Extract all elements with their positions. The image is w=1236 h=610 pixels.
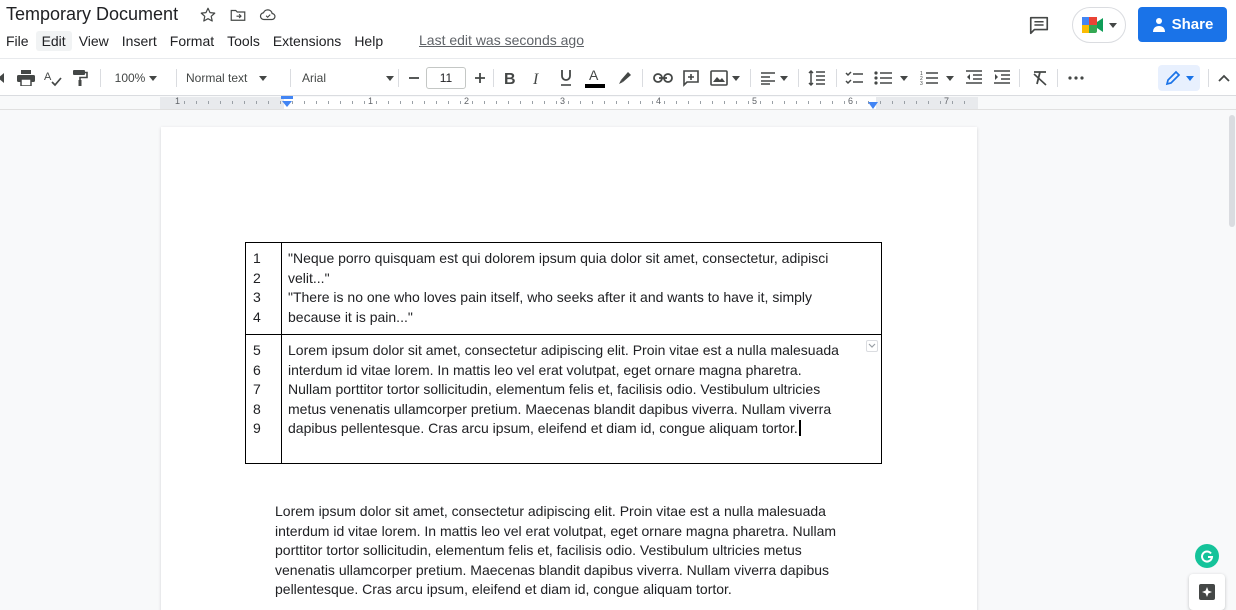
paragraph-line: venenatis ullamcorper pretium. Maecenas blandit dapibus viverra. Nullam viverra dapibus bbox=[275, 561, 830, 578]
ruler-tick bbox=[772, 101, 773, 104]
ruler[interactable] bbox=[0, 96, 1236, 110]
clear-formatting-icon[interactable] bbox=[1029, 67, 1051, 89]
ruler-tick bbox=[364, 101, 365, 104]
cell-text-line-last bbox=[288, 419, 875, 439]
line-number: 6 bbox=[253, 361, 261, 378]
ruler-tick bbox=[748, 101, 749, 104]
title-bar bbox=[0, 0, 1236, 58]
paint-format-icon[interactable] bbox=[70, 67, 90, 89]
right-indent-marker-icon[interactable] bbox=[867, 101, 879, 110]
ruler-tick bbox=[244, 101, 245, 104]
ruler-tick bbox=[448, 101, 449, 104]
ruler-tick bbox=[688, 101, 689, 104]
line-number: 5 bbox=[253, 342, 261, 358]
table-row[interactable] bbox=[246, 243, 882, 335]
ruler-label: 5 bbox=[752, 96, 758, 106]
ruler-tick bbox=[568, 101, 569, 104]
font-size-input[interactable]: 11 bbox=[426, 67, 466, 89]
font-caret-icon bbox=[386, 76, 394, 81]
explore-icon bbox=[1198, 583, 1216, 601]
ruler-tick bbox=[808, 101, 809, 104]
align-caret-icon bbox=[780, 76, 788, 81]
ruler-label: 2 bbox=[464, 96, 470, 106]
hide-menus-icon[interactable] bbox=[1214, 67, 1234, 89]
toolbar-divider bbox=[290, 69, 291, 87]
grammarly-button[interactable] bbox=[1195, 544, 1219, 568]
ruler-tick bbox=[532, 101, 533, 104]
ruler-label: 1 bbox=[368, 96, 374, 106]
insert-image-icon[interactable] bbox=[708, 67, 742, 89]
paragraph-line: interdum id vitae lorem. In mattis leo vel erat volutpat, eget ornare magna pharetra. Nullam bbox=[275, 522, 837, 539]
toolbar-divider bbox=[176, 69, 177, 87]
line-number: 4 bbox=[253, 308, 261, 325]
ruler-tick bbox=[640, 101, 641, 104]
cell-text-line: Lorem ipsum dolor sit amet, consectetur adipiscing elit. Proin vitae est a nulla malesuada bbox=[288, 342, 839, 358]
ruler-tick bbox=[412, 101, 413, 104]
ruler-tick bbox=[580, 101, 581, 104]
menu-insert[interactable]: Insert bbox=[121, 33, 157, 49]
star-icon[interactable] bbox=[198, 5, 218, 25]
ruler-tick bbox=[316, 101, 317, 104]
table-row[interactable] bbox=[246, 335, 882, 464]
ruler-tick bbox=[424, 101, 425, 104]
menu-extensions[interactable]: Extensions bbox=[272, 33, 342, 49]
ruler-tick bbox=[496, 101, 497, 104]
svg-text:3: 3 bbox=[920, 81, 923, 86]
svg-text:I: I bbox=[533, 71, 539, 86]
ruler-tick bbox=[940, 101, 941, 104]
line-spacing-icon[interactable] bbox=[806, 67, 828, 89]
ruler-tick bbox=[796, 101, 797, 104]
font-value: Arial bbox=[302, 71, 327, 85]
document-page[interactable] bbox=[161, 127, 977, 610]
ruler-tick bbox=[904, 101, 905, 104]
menu-format[interactable]: Format bbox=[169, 33, 215, 49]
svg-text:A: A bbox=[44, 71, 52, 83]
meet-caret-icon bbox=[1109, 23, 1117, 28]
menu-help[interactable]: Help bbox=[354, 33, 384, 49]
increase-indent-icon[interactable] bbox=[991, 67, 1013, 89]
toolbar-divider bbox=[398, 69, 399, 87]
line-number: 8 bbox=[253, 400, 261, 417]
editing-mode-button[interactable] bbox=[1158, 65, 1200, 91]
zoom-select[interactable] bbox=[110, 67, 162, 89]
toolbar-divider bbox=[750, 69, 751, 87]
style-value: Normal text bbox=[186, 71, 248, 85]
ruler-tick bbox=[820, 101, 821, 104]
toolbar-divider bbox=[836, 69, 837, 87]
body-paragraph[interactable] bbox=[275, 502, 875, 600]
ruler-tick bbox=[460, 101, 461, 104]
document-title[interactable]: Temporary Document bbox=[6, 4, 179, 24]
table-cell-line-numbers[interactable] bbox=[246, 243, 282, 335]
svg-text:A: A bbox=[589, 67, 599, 83]
ruler-tick bbox=[220, 101, 221, 104]
ruler-tick bbox=[664, 101, 665, 104]
ruler-tick bbox=[268, 101, 269, 104]
ruler-tick bbox=[232, 101, 233, 104]
pencil-icon bbox=[1165, 70, 1181, 86]
ruler-tick bbox=[736, 101, 737, 104]
cell-text-line: velit..." bbox=[288, 269, 330, 286]
text-cursor bbox=[799, 420, 801, 436]
zoom-value: 100% bbox=[114, 71, 146, 85]
menu-tools[interactable]: Tools bbox=[227, 33, 260, 49]
ruler-tick bbox=[616, 101, 617, 104]
cell-text: dapibus pellentesque. Cras arcu ipsum, eleifend et diam id, congue aliquam tortor. bbox=[288, 420, 798, 436]
left-indent-marker-icon[interactable] bbox=[280, 96, 294, 110]
ruler-tick bbox=[592, 101, 593, 104]
more-options-icon[interactable] bbox=[1065, 67, 1087, 89]
ruler-tick bbox=[964, 101, 965, 104]
meet-icon bbox=[1081, 15, 1105, 35]
bullet-caret-icon bbox=[900, 76, 908, 81]
paragraph-line: Lorem ipsum dolor sit amet, consectetur adipiscing elit. Proin vitae est a nulla malesuada bbox=[275, 503, 826, 519]
ruler-tick bbox=[952, 101, 953, 104]
align-left-icon[interactable] bbox=[758, 67, 790, 89]
ruler-tick bbox=[784, 101, 785, 104]
ruler-tick bbox=[352, 101, 353, 104]
ruler-tick bbox=[388, 101, 389, 104]
decrease-indent-icon[interactable] bbox=[963, 67, 985, 89]
toolbar-divider bbox=[1019, 69, 1020, 87]
highlight-color-icon[interactable] bbox=[615, 67, 635, 89]
last-edit-link[interactable]: Last edit was seconds ago bbox=[419, 32, 584, 48]
text-color-icon[interactable] bbox=[584, 67, 606, 89]
ruler-tick bbox=[712, 101, 713, 104]
ruler-tick bbox=[700, 101, 701, 104]
ruler-tick bbox=[628, 101, 629, 104]
ruler-label: 3 bbox=[560, 96, 566, 106]
ruler-tick bbox=[472, 101, 473, 104]
ruler-label: 1 bbox=[175, 96, 181, 106]
toolbar-divider bbox=[100, 69, 101, 87]
add-comment-icon[interactable] bbox=[680, 67, 702, 89]
cell-text-line: metus venenatis ullamcorper pretium. Maecenas blandit dapibus viverra. Nullam viverra bbox=[288, 400, 832, 417]
cell-text-line: "There is no one who loves pain itself, who seeks after it and wants to have it, simply bbox=[288, 289, 813, 305]
ruler-tick bbox=[916, 101, 917, 104]
ruler-tick bbox=[508, 101, 509, 104]
menu-file[interactable]: File bbox=[6, 33, 29, 49]
zoom-caret-icon bbox=[149, 76, 157, 81]
toolbar-divider bbox=[1208, 69, 1209, 87]
cell-text-line: Nullam porttitor tortor sollicitudin, elementum felis et, facilisis odio. Vestibulum ultricies bbox=[288, 381, 821, 397]
undo-icon[interactable] bbox=[0, 67, 8, 89]
move-folder-icon[interactable] bbox=[228, 5, 248, 25]
paragraph-line: pellentesque. Cras arcu ipsum, eleifend et diam id, congue aliquam tortor. bbox=[275, 581, 732, 597]
ruler-tick bbox=[184, 101, 185, 104]
cell-text-line: interdum id vitae lorem. In mattis leo vel erat volutpat, eget ornare magna pharetra. bbox=[288, 361, 802, 378]
svg-text:B: B bbox=[504, 71, 516, 86]
share-button[interactable] bbox=[1138, 7, 1227, 42]
ruler-tick bbox=[652, 101, 653, 104]
ruler-tick bbox=[436, 101, 437, 104]
checklist-icon[interactable] bbox=[843, 67, 865, 89]
cloud-status-icon[interactable] bbox=[258, 5, 278, 25]
spellcheck-icon[interactable] bbox=[43, 67, 63, 89]
image-caret-icon bbox=[732, 76, 740, 81]
style-select[interactable] bbox=[186, 67, 282, 89]
ruler-tick bbox=[832, 101, 833, 104]
numbered-list-icon[interactable] bbox=[918, 67, 956, 89]
meet-button[interactable] bbox=[1072, 7, 1126, 43]
ruler-tick bbox=[484, 101, 485, 104]
ruler-tick bbox=[676, 101, 677, 104]
ruler-label: 6 bbox=[848, 96, 854, 106]
document-canvas bbox=[0, 111, 1236, 610]
ruler-tick bbox=[196, 101, 197, 104]
line-number: 1 bbox=[253, 250, 261, 266]
ruler-tick bbox=[892, 101, 893, 104]
document-table[interactable] bbox=[245, 242, 882, 464]
menu-edit[interactable]: Edit bbox=[36, 31, 72, 51]
svg-text:1: 1 bbox=[920, 71, 923, 77]
ruler-tick bbox=[880, 101, 881, 104]
line-number: 2 bbox=[253, 269, 261, 286]
comment-history-icon[interactable] bbox=[1026, 12, 1052, 38]
paragraph-line: porttitor tortor sollicitudin, elementum felis et, facilisis odio. Vestibulum ultricies metus bbox=[275, 542, 802, 558]
insert-link-icon[interactable] bbox=[652, 67, 674, 89]
table-cell-line-numbers[interactable] bbox=[246, 335, 282, 464]
ruler-label: 7 bbox=[944, 96, 950, 106]
ruler-tick bbox=[328, 101, 329, 104]
ruler-tick bbox=[376, 101, 377, 104]
table-cell-menu-button[interactable] bbox=[866, 340, 878, 352]
ruler-tick bbox=[724, 101, 725, 104]
explore-button[interactable] bbox=[1189, 574, 1225, 610]
cell-text-line: "Neque porro quisquam est qui dolorem ipsum quia dolor sit amet, consectetur, adipisci bbox=[288, 250, 829, 266]
ruler-tick bbox=[304, 101, 305, 104]
font-select[interactable] bbox=[302, 67, 394, 89]
increase-font-size-button[interactable] bbox=[470, 67, 490, 89]
ruler-tick bbox=[208, 101, 209, 104]
ruler-tick bbox=[556, 101, 557, 104]
ruler-tick bbox=[928, 101, 929, 104]
ruler-tick bbox=[340, 101, 341, 104]
line-number: 3 bbox=[253, 289, 261, 305]
underline-icon[interactable] bbox=[556, 67, 576, 89]
editing-caret-icon bbox=[1186, 76, 1194, 81]
ruler-tick bbox=[856, 101, 857, 104]
bold-icon[interactable] bbox=[500, 67, 520, 89]
bulleted-list-icon[interactable] bbox=[872, 67, 910, 89]
ruler-tick bbox=[760, 101, 761, 104]
ruler-tick bbox=[256, 101, 257, 104]
italic-icon[interactable] bbox=[528, 67, 548, 89]
toolbar-divider bbox=[642, 69, 643, 87]
toolbar-divider bbox=[798, 69, 799, 87]
menu-bar bbox=[0, 30, 390, 52]
grammarly-icon bbox=[1200, 549, 1214, 563]
numbered-caret-icon bbox=[946, 76, 954, 81]
cell-text-line: because it is pain..." bbox=[288, 308, 413, 325]
table-cell-text[interactable] bbox=[282, 335, 882, 464]
person-icon bbox=[1152, 17, 1166, 33]
print-icon[interactable] bbox=[16, 67, 36, 89]
toolbar-divider bbox=[493, 69, 494, 87]
toolbar bbox=[0, 58, 1236, 96]
svg-text:2: 2 bbox=[920, 76, 923, 82]
ruler-tick bbox=[604, 101, 605, 104]
toolbar-divider bbox=[1057, 69, 1058, 87]
menu-view[interactable]: View bbox=[78, 33, 109, 49]
decrease-font-size-button[interactable] bbox=[404, 67, 424, 89]
ruler-tick bbox=[844, 101, 845, 104]
ruler-tick bbox=[400, 101, 401, 104]
style-caret-icon bbox=[259, 76, 267, 81]
scrollbar-thumb[interactable] bbox=[1229, 115, 1235, 227]
chevron-down-icon bbox=[868, 343, 876, 349]
ruler-label: 4 bbox=[656, 96, 662, 106]
ruler-tick bbox=[544, 101, 545, 104]
line-number: 7 bbox=[253, 381, 261, 397]
ruler-tick bbox=[520, 101, 521, 104]
table-cell-text[interactable] bbox=[282, 243, 882, 335]
line-number: 9 bbox=[253, 420, 261, 436]
share-label: Share bbox=[1171, 16, 1214, 33]
